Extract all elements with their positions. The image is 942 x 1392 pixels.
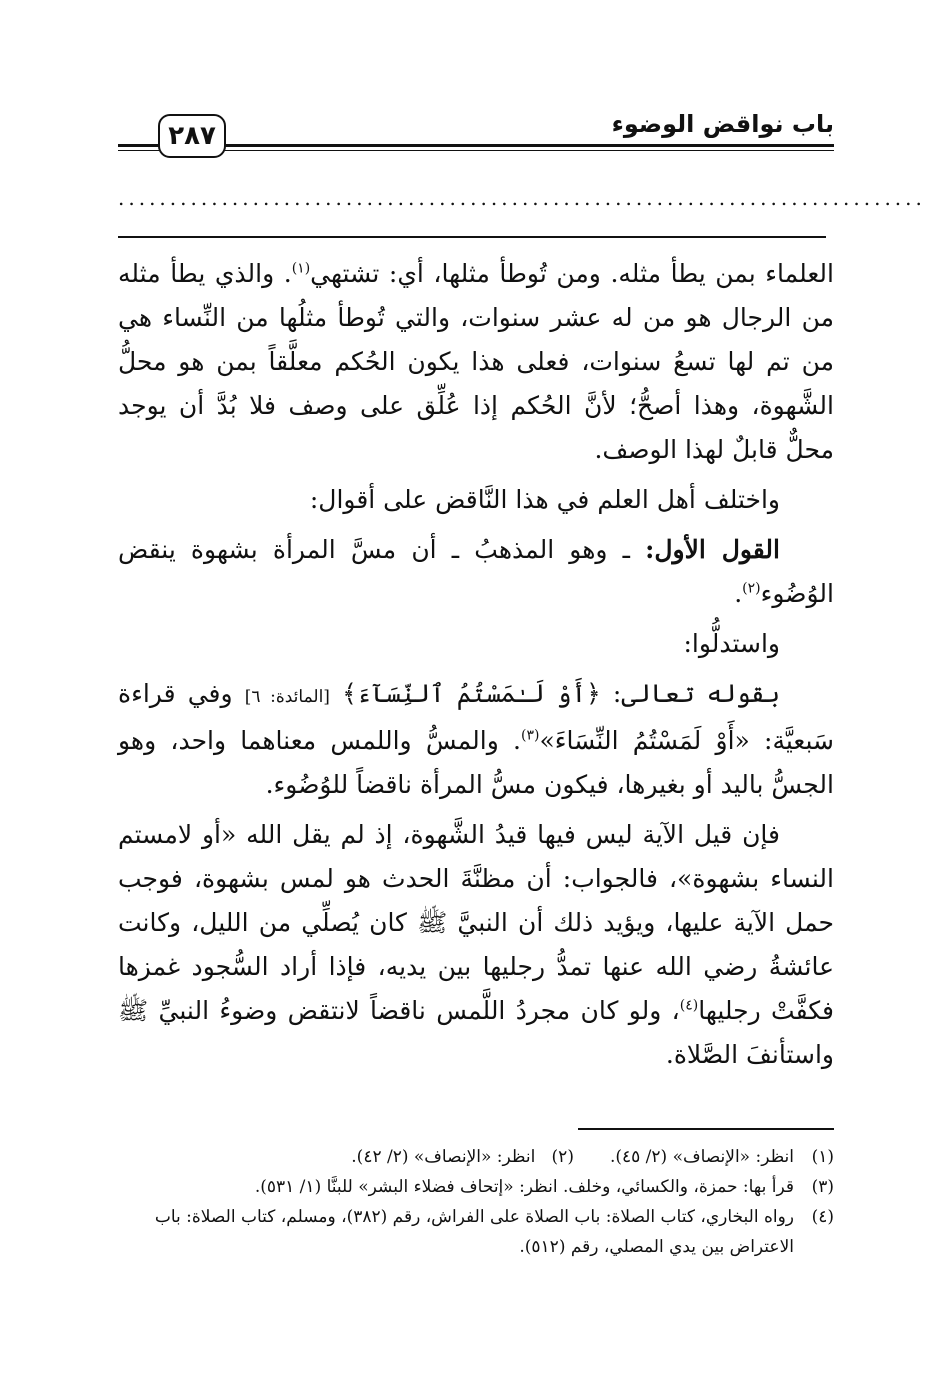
text-top-rule <box>118 236 826 238</box>
footnote-rule <box>578 1128 834 1130</box>
footnote-text: رواه البخاري، كتاب الصلاة: باب الصلاة على الفراش، رقم (٣٨٢)، ومسلم، كتاب الصلاة: باب الاعتراض بين يدي المصلي، رقم (٥١٢). <box>154 1207 794 1257</box>
main-text <box>118 252 834 1083</box>
paragraph-3: القول الأول: ـ وهو المذهبُ ـ أن مسَّ المرأة بشهوة ينقض الوُضُوء$^{(٢)}$. <box>118 535 834 608</box>
paragraph-5: بقوله تعالى: ﴿أَوْ لَـٰمَسْتُمُ ٱلنِّسَآءَ﴾ [المائدة: ٦] وفي قراءة سَبعيَّة: «أَوْ لَمَسْتُمُ النِّسَاءَ»$^{(٣)}$. والمسُّ واللمس معناهما واحد، وهو الجسُّ باليد أو بغيرها، فيكون مسُّ المرأة ناقضاً للوُضُوء. <box>118 679 834 799</box>
chapter-title: باب نواقض الوضوء <box>611 110 834 138</box>
paragraph-6: فإن قيل الآية ليس فيها قيدُ الشَّهوة، إذ لم يقل الله «أو لامستم النساء بشهوة»، فالجواب: أن مظنَّةَ الحدث هو لمس بشهوة، فوجب حمل الآية عليها، ويؤيد ذلك أن النبيَّ ﷺ كان يُصلِّي من الليل، وكانت عائشةُ رضي الله عنها تمدُّ رجليها بين يديه، فإذا أراد السُّجود غمزها فكفَّتْ رجليها$^{(٤)}$، ولو كان مجردُ اللَّمس ناقضاً لانتقض وضوءُ النبيِّ ﷺ واستأنفَ الصَّلاة. <box>118 820 834 1069</box>
footnote-number: (٣) <box>811 1177 834 1197</box>
dotted-separator: .............................................................................. <box>118 186 926 210</box>
quran-citation: [المائدة: ٦] <box>244 687 330 707</box>
footnote-row <box>118 1202 834 1262</box>
paragraph-2: واختلف أهل العلم في هذا النَّاقض على أقوال: <box>309 485 780 514</box>
first-opinion-label: القول الأول: <box>645 535 780 564</box>
footnote-text: قرأ بها: حمزة، والكسائي، وخلف. انظر: «إتحاف فضلاء البشر» للبنَّا (١/ ٥٣١). <box>254 1177 794 1197</box>
footnote-number: (٤) <box>811 1207 834 1227</box>
footnote-number: (٢) <box>551 1147 574 1167</box>
page-number: ٢٨٧ <box>158 114 226 158</box>
footnote-row <box>118 1172 834 1202</box>
footnotes <box>118 1142 834 1262</box>
header-rule <box>224 144 834 151</box>
footnote-ref-4: (٤) <box>679 997 699 1014</box>
header-rule-short <box>118 144 160 151</box>
footnote-text: انظر: «الإنصاف» (٢/ ٤٥). <box>609 1147 794 1167</box>
paragraph-4: واستدلُّوا: <box>683 629 780 658</box>
paragraph-1: العلماء بمن يطأ مثله. ومن تُوطأ مثلها، أي: تشتهي$^{(١)}$. والذي يطأ مثله من الرجال هو من له عشر سنوات، والتي تُوطأ مثلُها من النِّساء هي من تم لها تسعُ سنوات، فعلى هذا يكون الحُكم معلَّقاً بمن هو محلُّ الشَّهوة، وهذا أصحُّ؛ لأنَّ الحُكم إذا عُلِّق على وصف فلا بُدَّ أن يوجد محلٌّ قابلٌ لهذا الوصف. <box>118 259 834 464</box>
running-header <box>118 96 834 160</box>
footnote-ref-3: (٣) <box>520 727 540 744</box>
footnote-ref-1: (١) <box>291 260 311 277</box>
footnote-row <box>118 1142 834 1172</box>
footnote-text: انظر: «الإنصاف» (٢/ ٤٢). <box>351 1147 536 1167</box>
footnote-ref-2: (٢) <box>742 580 761 597</box>
footnote-number: (١) <box>811 1147 834 1167</box>
